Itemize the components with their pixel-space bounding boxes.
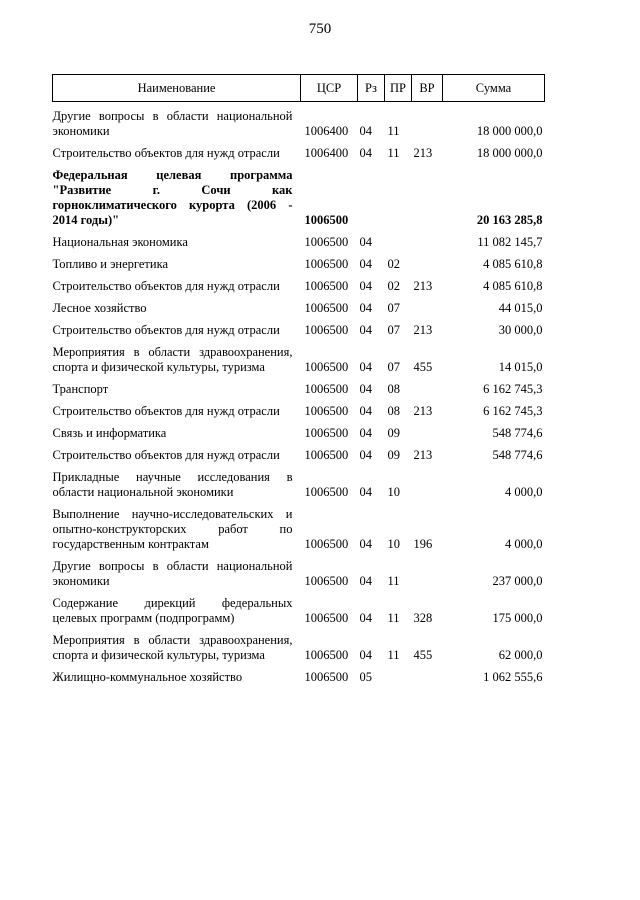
row-pr-cell: 02 [387, 257, 400, 271]
row-sum-cell: 548 774,6 [492, 426, 543, 440]
row-rz-cell: 04 [359, 382, 372, 396]
row-csr-cell: 1006500 [304, 485, 349, 499]
row-pr-cell: 09 [387, 426, 400, 440]
row-vr-cell: 213 [413, 323, 433, 337]
row-rz-cell: 04 [359, 146, 372, 160]
row-pr-cell [385, 168, 412, 235]
row-rz-cell: 04 [359, 279, 372, 293]
row-csr-cell: 1006500 [304, 382, 349, 396]
table-row [53, 404, 545, 426]
row-vr-cell: 213 [413, 404, 433, 418]
row-pr-cell: 08 [387, 404, 400, 418]
row-vr-cell [412, 559, 443, 596]
row-name-cell: Федеральная целевая программа "Развитие г. Сочи как горноклиматического курорта (2006 - 2014 годы)" [52, 168, 293, 227]
row-csr-cell: 1006500 [304, 426, 349, 440]
row-sum-cell: 4 085 610,8 [483, 279, 543, 293]
table-row [53, 168, 545, 235]
row-pr-cell: 07 [387, 323, 400, 337]
row-sum-cell: 20 163 285,8 [476, 213, 543, 227]
table-row [53, 146, 545, 168]
header-sum: Сумма [443, 75, 545, 102]
row-name-cell: Лесное хозяйство [52, 301, 147, 315]
table-header-row [53, 75, 545, 102]
row-rz-cell: 04 [359, 426, 372, 440]
table-row [53, 426, 545, 448]
row-csr-cell: 1006500 [304, 360, 349, 374]
row-csr-cell: 1006500 [304, 279, 349, 293]
row-rz-cell: 04 [359, 485, 372, 499]
row-pr-cell: 10 [387, 485, 400, 499]
row-sum-cell: 44 015,0 [498, 301, 543, 315]
row-name-cell: Мероприятия в области здравоохранения, спорта и физической культуры, туризма [52, 345, 293, 374]
table-row [53, 470, 545, 507]
row-pr-cell: 11 [387, 574, 400, 588]
row-sum-cell: 237 000,0 [492, 574, 543, 588]
header-pr: ПР [385, 75, 412, 102]
page-number: 750 [308, 21, 332, 37]
row-pr-cell: 07 [387, 301, 400, 315]
row-sum-cell: 62 000,0 [498, 648, 543, 662]
row-name-cell: Содержание дирекций федеральных целевых программ (подпрограмм) [52, 596, 293, 625]
row-csr-cell: 1006500 [304, 301, 349, 315]
row-name-cell: Строительство объектов для нужд отрасли [52, 279, 280, 293]
row-pr-cell: 09 [387, 448, 400, 462]
row-rz-cell: 04 [359, 611, 372, 625]
row-rz-cell: 04 [359, 235, 372, 249]
row-csr-cell: 1006500 [304, 235, 349, 249]
row-sum-cell: 11 082 145,7 [477, 235, 543, 249]
row-sum-cell: 1 062 555,6 [483, 670, 543, 684]
row-vr-cell: 455 [413, 648, 433, 662]
row-rz-cell: 04 [359, 404, 372, 418]
row-csr-cell: 1006500 [304, 648, 349, 662]
row-name-cell: Строительство объектов для нужд отрасли [52, 146, 280, 160]
row-csr-cell: 1006500 [304, 323, 349, 337]
row-pr-cell: 11 [387, 146, 400, 160]
row-pr-cell: 11 [387, 648, 400, 662]
row-rz-cell: 04 [359, 124, 372, 138]
row-rz-cell: 04 [359, 360, 372, 374]
row-pr-cell: 07 [387, 360, 400, 374]
row-rz-cell [358, 168, 385, 235]
row-sum-cell: 6 162 745,3 [483, 404, 543, 418]
row-vr-cell [412, 168, 443, 235]
row-vr-cell [412, 670, 443, 692]
table-row [53, 382, 545, 404]
row-sum-cell: 175 000,0 [492, 611, 543, 625]
table-row [53, 507, 545, 559]
row-pr-cell [385, 235, 412, 257]
row-vr-cell: 213 [413, 279, 433, 293]
row-csr-cell: 1006500 [304, 257, 349, 271]
row-csr-cell: 1006500 [304, 611, 349, 625]
row-vr-cell: 196 [413, 537, 433, 551]
row-vr-cell [412, 257, 443, 279]
table-row [53, 102, 545, 147]
table-row [53, 559, 545, 596]
row-vr-cell [412, 426, 443, 448]
table-row [53, 596, 545, 633]
row-pr-cell: 02 [387, 279, 400, 293]
row-vr-cell [412, 382, 443, 404]
row-sum-cell: 14 015,0 [498, 360, 543, 374]
header-csr: ЦСР [301, 75, 358, 102]
row-name-cell: Другие вопросы в области национальной экономики [52, 559, 293, 588]
row-name-cell: Строительство объектов для нужд отрасли [52, 448, 280, 462]
row-vr-cell: 213 [413, 146, 433, 160]
row-name-cell: Выполнение научно-исследовательских и опытно-конструкторских работ по государственным контрактам [52, 507, 293, 551]
header-name: Наименование [53, 75, 301, 102]
row-rz-cell: 04 [359, 448, 372, 462]
row-name-cell: Мероприятия в области здравоохранения, спорта и физической культуры, туризма [52, 633, 293, 662]
row-csr-cell: 1006400 [304, 146, 349, 160]
header-rz: Рз [358, 75, 385, 102]
row-csr-cell: 1006500 [304, 448, 349, 462]
row-vr-cell: 455 [413, 360, 433, 374]
table-row [53, 235, 545, 257]
row-name-cell: Другие вопросы в области национальной экономики [52, 109, 293, 138]
row-vr-cell [412, 235, 443, 257]
row-csr-cell: 1006500 [304, 213, 349, 227]
row-name-cell: Жилищно-коммунальное хозяйство [52, 670, 243, 684]
row-sum-cell: 18 000 000,0 [476, 146, 543, 160]
row-rz-cell: 05 [359, 670, 372, 684]
row-name-cell: Национальная экономика [52, 235, 188, 249]
row-pr-cell [385, 670, 412, 692]
header-vr: ВР [412, 75, 443, 102]
row-csr-cell: 1006500 [304, 537, 349, 551]
table-row [53, 323, 545, 345]
table-row [53, 257, 545, 279]
row-sum-cell: 4 000,0 [505, 537, 543, 551]
table-row [53, 279, 545, 301]
row-csr-cell: 1006500 [304, 404, 349, 418]
row-rz-cell: 04 [359, 574, 372, 588]
row-pr-cell: 10 [387, 537, 400, 551]
budget-table [52, 74, 545, 692]
row-rz-cell: 04 [359, 301, 372, 315]
row-vr-cell: 328 [413, 611, 433, 625]
row-sum-cell: 30 000,0 [498, 323, 543, 337]
row-name-cell: Строительство объектов для нужд отрасли [52, 404, 280, 418]
row-name-cell: Строительство объектов для нужд отрасли [52, 323, 280, 337]
table-body [53, 102, 545, 693]
row-vr-cell [412, 470, 443, 507]
row-pr-cell: 11 [387, 124, 400, 138]
row-name-cell: Транспорт [52, 382, 109, 396]
row-csr-cell: 1006400 [304, 124, 349, 138]
row-name-cell: Связь и информатика [52, 426, 167, 440]
row-vr-cell [412, 301, 443, 323]
row-name-cell: Прикладные научные исследования в области национальной экономики [52, 470, 293, 499]
row-rz-cell: 04 [359, 537, 372, 551]
row-pr-cell: 11 [387, 611, 400, 625]
row-csr-cell: 1006500 [304, 574, 349, 588]
row-rz-cell: 04 [359, 257, 372, 271]
row-vr-cell [412, 102, 443, 147]
row-sum-cell: 4 000,0 [505, 485, 543, 499]
row-name-cell: Топливо и энергетика [52, 257, 169, 271]
row-sum-cell: 6 162 745,3 [483, 382, 543, 396]
table-row [53, 633, 545, 670]
row-sum-cell: 4 085 610,8 [483, 257, 543, 271]
table-row [53, 670, 545, 692]
row-rz-cell: 04 [359, 648, 372, 662]
table-row [53, 345, 545, 382]
row-pr-cell: 08 [387, 382, 400, 396]
row-rz-cell: 04 [359, 323, 372, 337]
row-sum-cell: 18 000 000,0 [476, 124, 543, 138]
row-vr-cell: 213 [413, 448, 433, 462]
row-sum-cell: 548 774,6 [492, 448, 543, 462]
table-row [53, 448, 545, 470]
table-row [53, 301, 545, 323]
row-csr-cell: 1006500 [304, 670, 349, 684]
